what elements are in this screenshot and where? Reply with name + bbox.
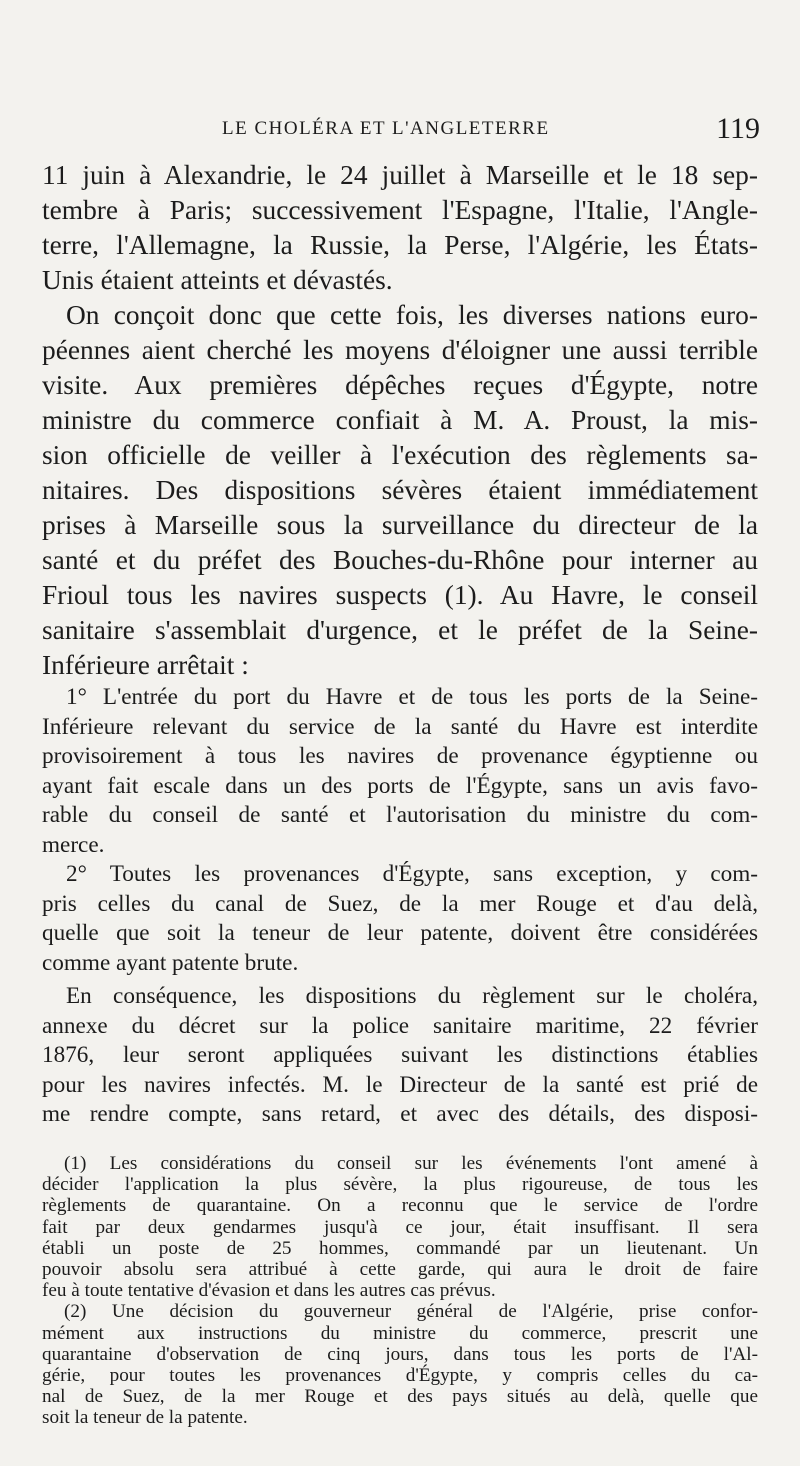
text-line: ayant fait escale dans un des ports de l'Égypte, sans un avis favo- [42,772,758,799]
text-line: Inférieure relevant du service de la santé du Havre est interdite [42,713,758,740]
footnote-line: feu à toute tentative d'évasion et dans les autres cas prévus. [42,1280,496,1302]
text-line: sanitaire s'assemblait d'urgence, et le préfet de la Seine- [42,615,758,645]
text-line: rable du conseil de santé et l'autorisation du ministre du com- [42,802,758,828]
paragraph-nations [42,298,758,683]
text-line: péennes aient cherché les moyens d'éloigner une aussi terrible [42,335,758,365]
text-line: pris celles du canal de Suez, de la mer Rouge et d'au delà, [42,890,758,917]
text-line: quelle que soit la teneur de leur patente, doivent être considérées [42,920,758,946]
text-line: santé et du préfet des Bouches-du-Rhône pour interner au [42,545,758,575]
footnote-line: quarantaine d'observation de cinq jours, dans tous les ports de l'Al- [42,1343,758,1365]
text-line: me rendre compte, sans retard, et avec des détails, des disposi- [42,1101,758,1127]
text-line: 1° L'entrée du port du Havre et de tous les ports de la Seine- [66,684,758,710]
text-line: visite. Aux premières dépêches reçues d'Égypte, notre [42,370,758,400]
text-line: prises à Marseille sous la surveillance du directeur de la [42,510,758,540]
running-title: LE CHOLÉRA ET L'ANGLETERRE [222,118,550,139]
paragraph-article-2 [42,860,758,978]
main-text [42,158,758,1130]
paragraph-consequence [42,982,758,1130]
text-line: merce. [42,831,105,858]
footnote-line: pouvoir absolu sera attribué à cette garde, qui aura le droit de faire [42,1259,758,1281]
footnote-line: règlements de quarantaine. On a reconnu que le service de l'ordre [42,1195,758,1217]
text-line: 1876, leur seront appliquées suivant les distinctions établies [42,1042,758,1068]
text-line: Inférieure arrêtait : [42,650,249,680]
text-line: sion officielle de veiller à l'exécution des règlements sa- [42,440,758,470]
text-line: nitaires. Des dispositions sévères étaient immédiatement [42,475,758,505]
text-line: On conçoit donc que cette fois, les diverses nations euro- [66,300,758,330]
footnote-line: mément aux instructions du ministre du commerce, prescrit une [42,1322,758,1344]
text-line: 2° Toutes les provenances d'Égypte, sans exception, y com- [66,861,758,887]
text-line: 11 juin à Alexandrie, le 24 juillet à Marseille et le 18 sep- [42,160,758,190]
text-line: terre, l'Allemagne, la Russie, la Perse, l'Algérie, les États- [42,230,758,260]
text-line: En conséquence, les dispositions du règlement sur le choléra, [66,983,758,1009]
text-line: Frioul tous les navires suspects (1). Au Havre, le conseil [42,580,758,610]
text-line: Unis étaient atteints et dévastés. [42,265,393,295]
paragraph-continuation [42,158,758,298]
text-line: pour les navires infectés. M. le Directeur de la santé est prié de [42,1071,758,1098]
footnote-line: soit la teneur de la patente. [42,1407,248,1429]
text-line: provisoirement à tous les navires de provenance égyptienne ou [42,743,758,769]
footnote-2 [42,1301,758,1428]
page-header [42,112,760,154]
paragraph-article-1 [42,683,758,860]
footnote-line: établi un poste de 25 hommes, commandé par un lieutenant. Un [42,1237,758,1259]
text-line: annexe du décret sur la police sanitaire maritime, 22 février [42,1012,758,1039]
footnote-line: (2) Une décision du gouverneur général de l'Algérie, prise confor- [64,1301,758,1323]
footnote-line: nal de Suez, de la mer Rouge et des pays situés au delà, quelle que [42,1386,758,1408]
footnote-1 [42,1153,758,1301]
page-number: 119 [716,112,760,145]
footnote-line: gérie, pour toutes les provenances d'Égypte, y compris celles du ca- [42,1365,758,1387]
footnote-line: (1) Les considérations du conseil sur les événements l'ont amené à [64,1153,758,1174]
footnote-line: décider l'application la plus sévère, la plus rigoureuse, de tous les [42,1174,758,1196]
footnote-line: fait par deux gendarmes jusqu'à ce jour, était insuffisant. Il sera [42,1216,758,1238]
text-line: ministre du commerce confiait à M. A. Proust, la mis- [42,405,758,435]
text-line: tembre à Paris; successivement l'Espagne, l'Italie, l'Angle- [42,195,758,225]
text-line: comme ayant patente brute. [42,949,299,976]
footnotes [42,1153,758,1429]
